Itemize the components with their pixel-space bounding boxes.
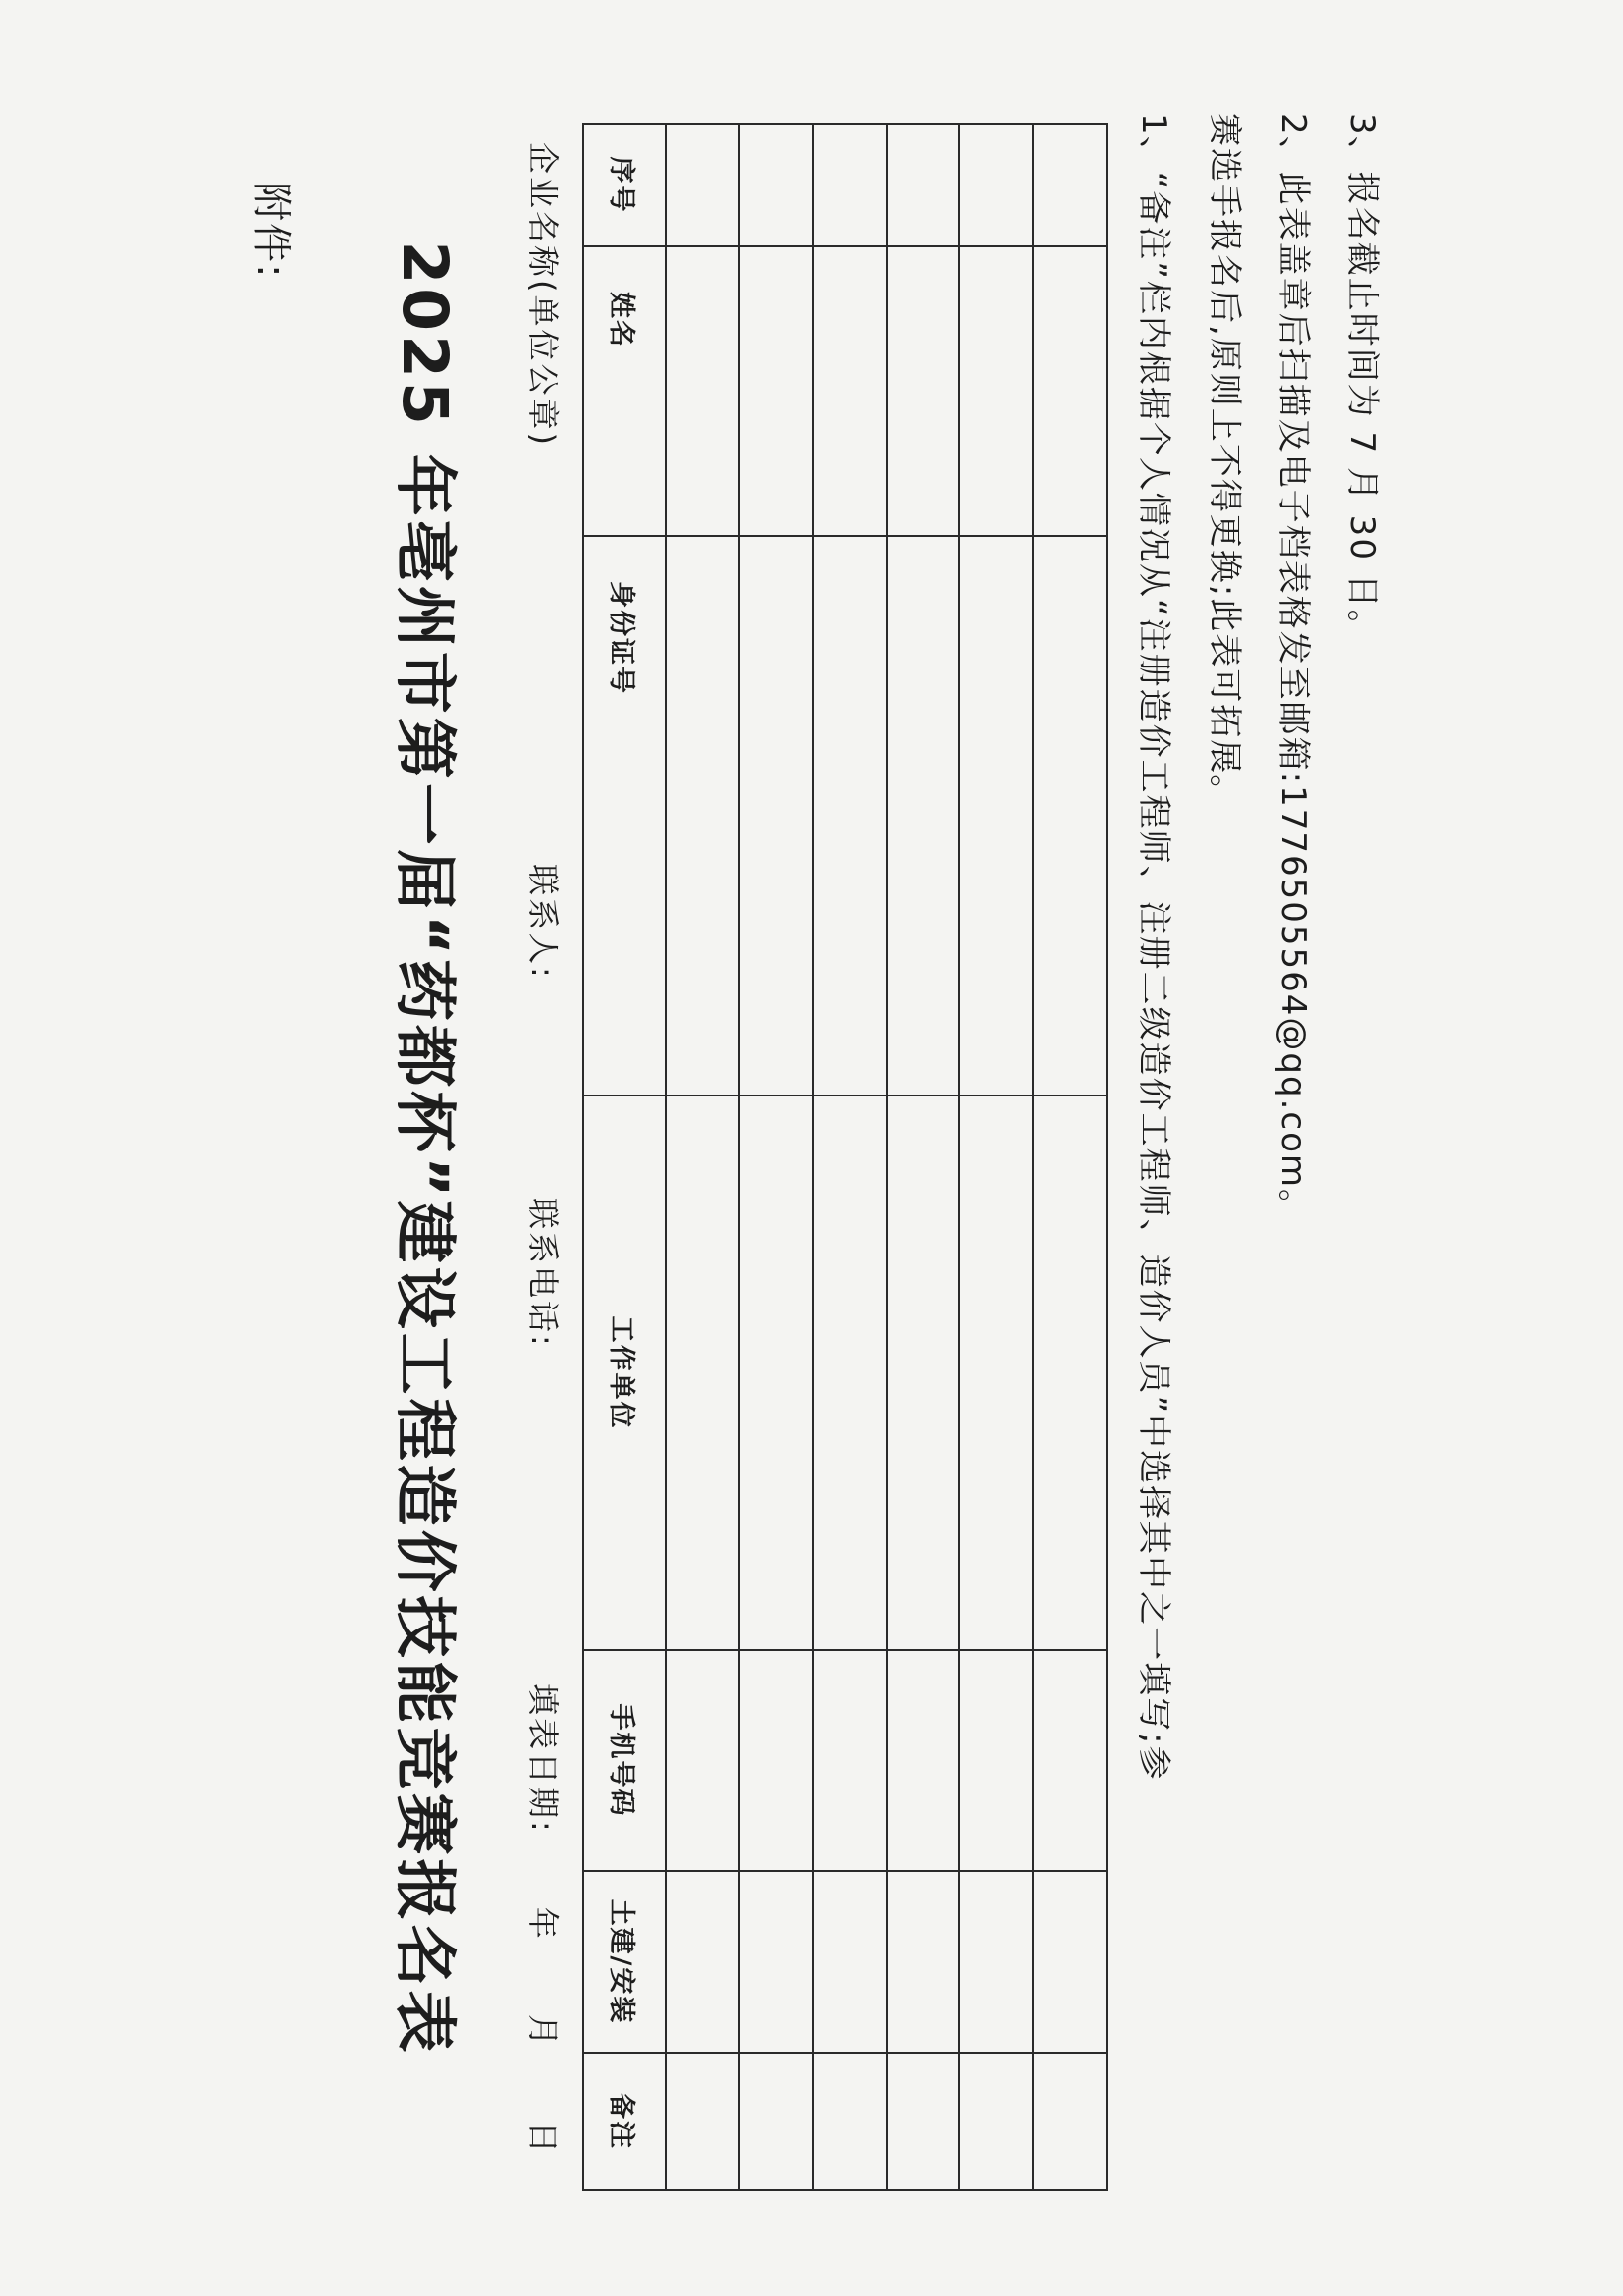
table-cell[interactable] (666, 1650, 739, 1871)
registration-table (582, 123, 1108, 2191)
registration-table-body (583, 124, 1107, 2190)
table-cell[interactable] (1033, 246, 1107, 536)
table-cell[interactable] (1033, 1650, 1107, 1871)
column-header: 序号 (583, 124, 666, 246)
table-cell[interactable] (1033, 536, 1107, 1095)
table-cell[interactable] (887, 536, 960, 1095)
fill-date-field (522, 1683, 568, 2156)
table-cell[interactable] (813, 1871, 887, 2053)
document-title: 2025 年亳州市第一届“药都杯”建设工程造价技能竞赛报名表 (389, 240, 460, 2056)
note-3: 3、报名截止时间为 7 月 30 日。 (1342, 113, 1381, 645)
column-header: 手机号码 (583, 1650, 666, 1871)
table-cell[interactable] (813, 536, 887, 1095)
table-row (739, 124, 813, 2190)
table-cell[interactable] (959, 1871, 1033, 2053)
table-cell[interactable] (666, 1095, 739, 1650)
table-cell[interactable] (666, 124, 739, 246)
table-cell[interactable] (813, 246, 887, 536)
table-cell[interactable] (887, 1871, 960, 2053)
table-cell[interactable] (666, 246, 739, 536)
table-cell[interactable] (1033, 124, 1107, 246)
column-header: 土建/安装 (583, 1871, 666, 2053)
table-cell[interactable] (666, 536, 739, 1095)
company-name-field (522, 142, 568, 448)
table-cell[interactable] (1033, 2053, 1107, 2190)
table-row (959, 124, 1033, 2190)
contact-phone-label: 联系电话: (524, 1198, 562, 1349)
table-cell[interactable] (813, 1650, 887, 1871)
table-cell[interactable] (1033, 1871, 1107, 2053)
date-year-label: 年 (524, 1906, 562, 1942)
table-cell[interactable] (887, 124, 960, 246)
table-row (887, 124, 960, 2190)
note-1-continued: 赛选手报名后,原则上不得更换;此表可拓展。 (1205, 113, 1244, 811)
table-cell[interactable] (887, 2053, 960, 2190)
table-cell[interactable] (1033, 1095, 1107, 1650)
table-cell[interactable] (739, 1095, 813, 1650)
company-seal-hint: (单位公章) (524, 280, 562, 448)
note-1: 1、“备注”栏内根据个人情况从“注册造价工程师、注册二级造价工程师、造价人员”中选择其中之一填写;参 (1134, 113, 1173, 1782)
column-header: 工作单位 (583, 1095, 666, 1650)
date-month-label: 月 (524, 2013, 562, 2049)
table-cell[interactable] (959, 2053, 1033, 2190)
table-cell[interactable] (813, 124, 887, 246)
table-cell[interactable] (813, 1095, 887, 1650)
attachment-label: 附件: (248, 182, 294, 280)
note-2: 2、此表盖章后扫描及电子档表格发至邮箱:1776505564@qq.com。 (1273, 113, 1313, 1224)
table-row (1033, 124, 1107, 2190)
table-cell[interactable] (887, 1095, 960, 1650)
fill-date-label: 填表日期: (524, 1683, 562, 1835)
table-cell[interactable] (739, 536, 813, 1095)
table-cell[interactable] (666, 1871, 739, 2053)
table-cell[interactable] (959, 1650, 1033, 1871)
table-cell[interactable] (959, 536, 1033, 1095)
table-cell[interactable] (813, 2053, 887, 2190)
table-cell[interactable] (959, 246, 1033, 536)
table-row (666, 124, 739, 2190)
table-header-row (583, 124, 666, 2190)
table-cell[interactable] (739, 1871, 813, 2053)
table-cell[interactable] (959, 1095, 1033, 1650)
table-cell[interactable] (739, 2053, 813, 2190)
table-cell[interactable] (959, 124, 1033, 246)
contact-person-label: 联系人: (524, 864, 562, 981)
date-day-label: 日 (524, 2120, 562, 2156)
table-cell[interactable] (666, 2053, 739, 2190)
table-row (813, 124, 887, 2190)
company-name-label: 企业名称 (524, 142, 562, 281)
column-header: 姓名 (583, 246, 666, 536)
table-cell[interactable] (739, 246, 813, 536)
table-cell[interactable] (887, 1650, 960, 1871)
table-cell[interactable] (739, 1650, 813, 1871)
table-cell[interactable] (887, 246, 960, 536)
table-cell[interactable] (739, 124, 813, 246)
column-header: 身份证号 (583, 536, 666, 1095)
column-header: 备注 (583, 2053, 666, 2190)
